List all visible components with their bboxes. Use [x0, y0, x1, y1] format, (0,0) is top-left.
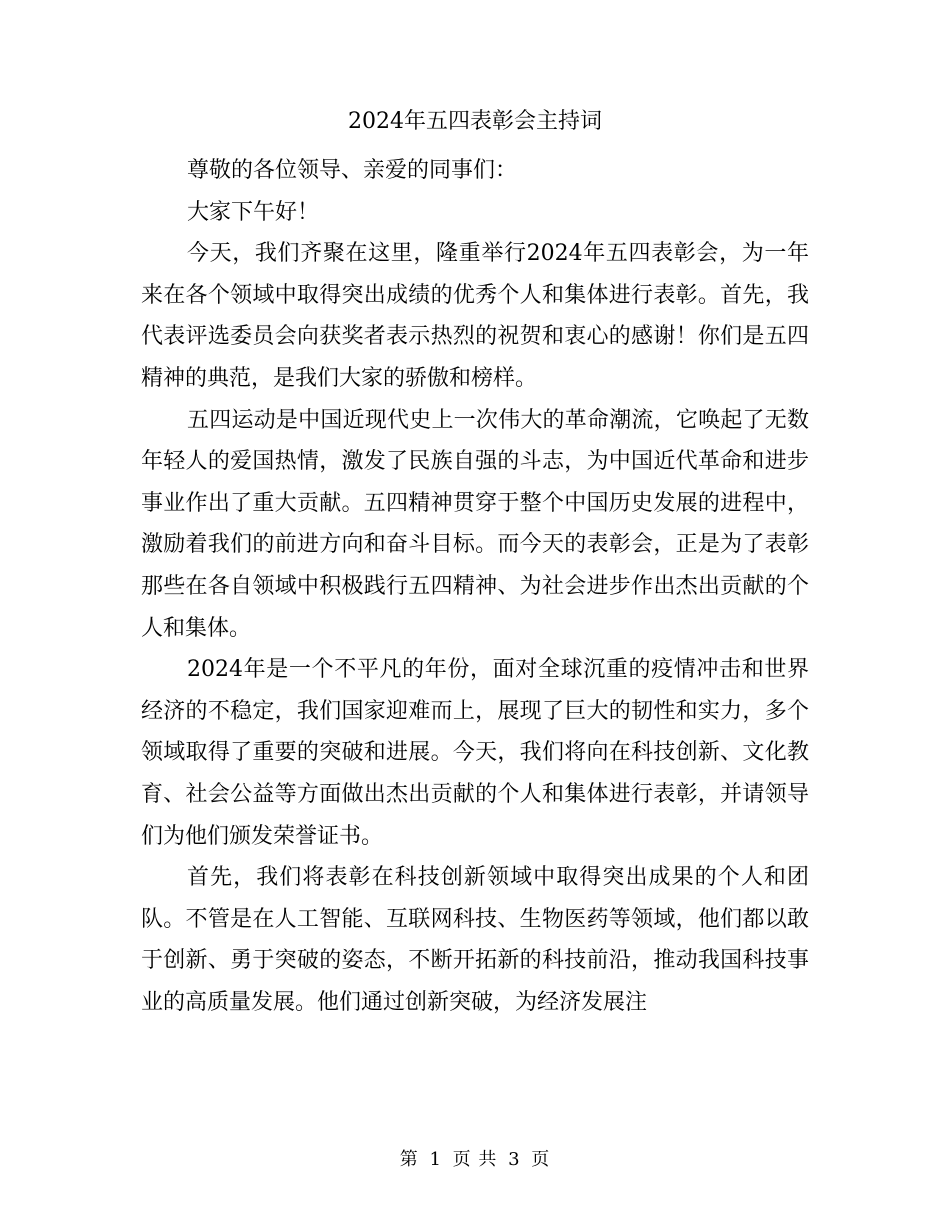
current-page-number: 1: [429, 1149, 442, 1170]
footer-label-after: 页: [531, 1149, 551, 1170]
body-paragraph: 2024年是一个不平凡的年份，面对全球沉重的疫情冲击和世界经济的不稳定，我们国家迎难而上，展现了巨大的韧性和实力，多个领域取得了重要的突破和进展。今天，我们将向在科技创新、文化教育、社会公益等方面做出杰出贡献的个人和集体进行表彰，并请领导们为他们颁发荣誉证书。: [141, 657, 809, 849]
footer-label-middle: 页 共: [452, 1149, 498, 1170]
salutation-paragraph: 尊敬的各位领导、亲爱的同事们：: [187, 158, 518, 183]
total-page-number: 3: [508, 1149, 521, 1170]
body-paragraph: 首先，我们将表彰在科技创新领域中取得突出成果的个人和团队。不管是在人工智能、互联网科技、生物医药等领域，他们都以敢于创新、勇于突破的姿态，不断开拓新的科技前沿，推动我国科技事业的高质量发展。他们通过创新突破，为经济发展注: [141, 865, 809, 1015]
body-paragraph: 今天，我们齐聚在这里，隆重举行2024年五四表彰会，为一年来在各个领域中取得突出成绩的优秀个人和集体进行表彰。首先，我代表评选委员会向获奖者表示热烈的祝贺和衷心的感谢！你们是五四精神的典范，是我们大家的骄傲和榜样。: [141, 241, 809, 391]
body-paragraph: 五四运动是中国近现代史上一次伟大的革命潮流，它唤起了无数年轻人的爱国热情，激发了民族自强的斗志，为中国近代革命和进步事业作出了重大贡献。五四精神贯穿于整个中国历史发展的进程中，激励着我们的前进方向和奋斗目标。而今天的表彰会，正是为了表彰那些在各自领域中积极践行五四精神、为社会进步作出杰出贡献的个人和集体。: [141, 407, 809, 641]
document-body: [141, 150, 809, 1023]
document-title: 2024年五四表彰会主持词: [348, 109, 602, 134]
page-number-footer: [0, 1146, 950, 1174]
footer-label-before: 第: [399, 1149, 419, 1170]
greeting-paragraph: 大家下午好！: [187, 199, 320, 225]
